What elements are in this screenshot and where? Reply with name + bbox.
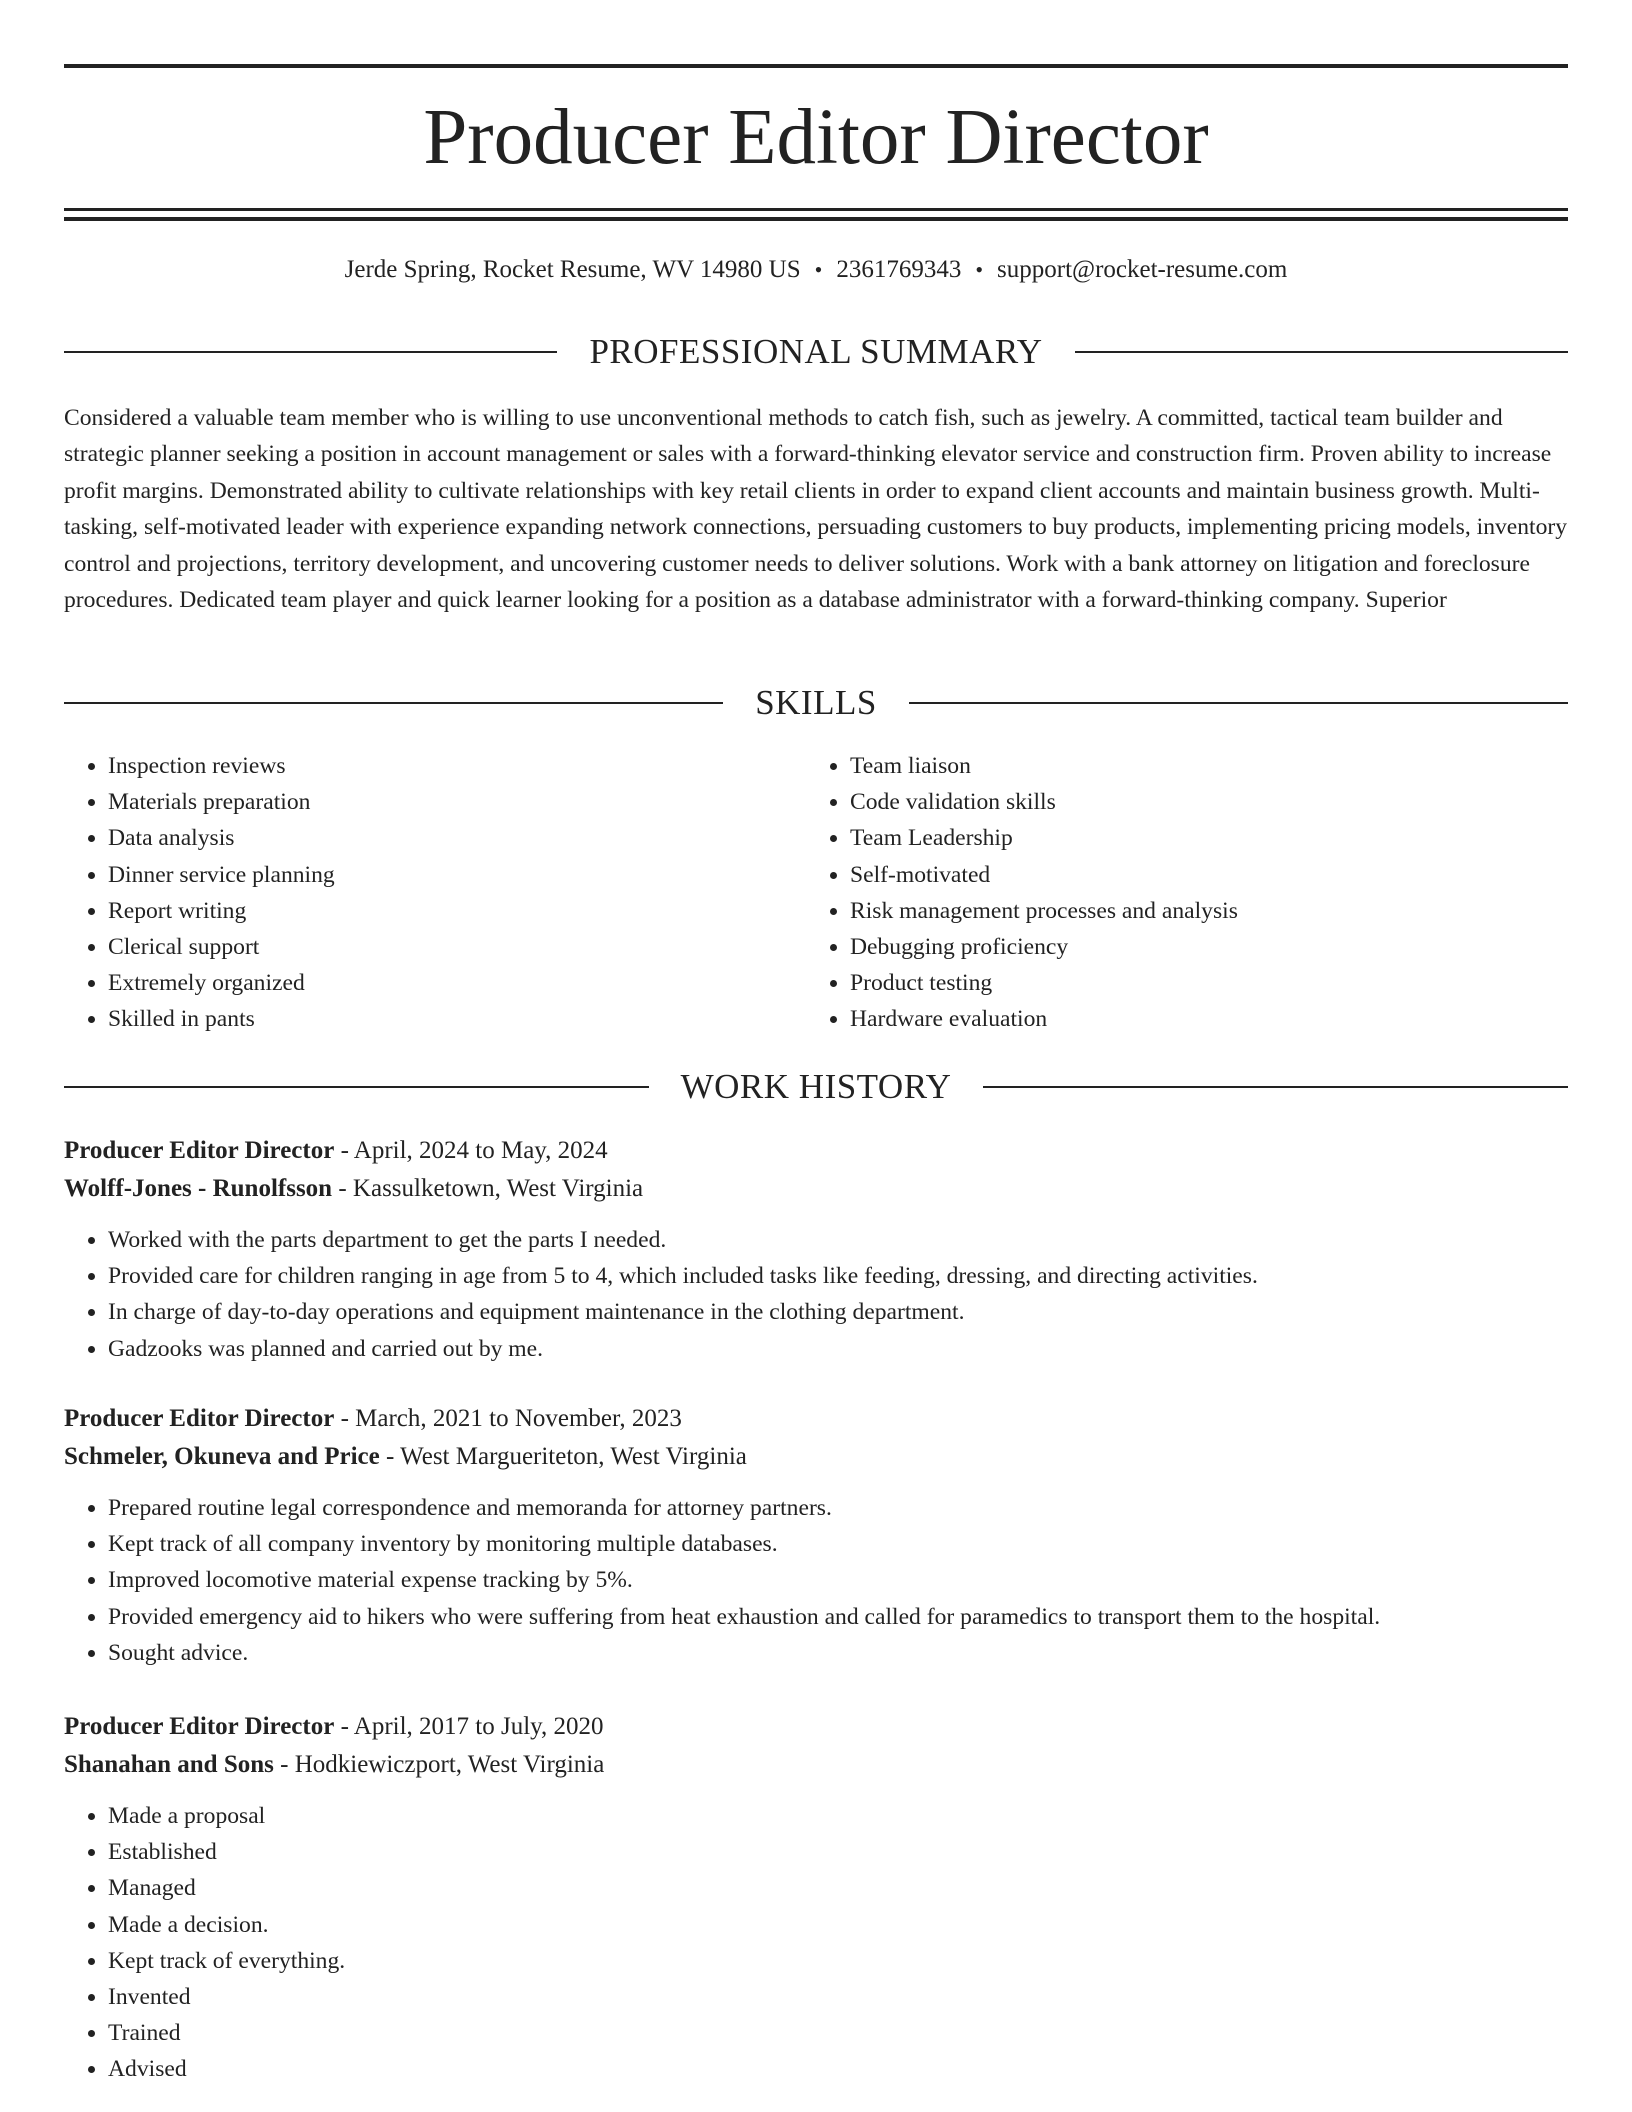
job-bullet: • Established — [108, 1834, 1568, 1870]
heading-rule-right — [1075, 351, 1568, 353]
job-title-line — [64, 1400, 1568, 1438]
section-title: SKILLS — [755, 683, 877, 722]
job-bullet: • Kept track of everything. — [108, 1943, 1568, 1979]
job-bullet: • Kept track of all company inventory by monitoring multiple databases. — [108, 1526, 1568, 1562]
skill-item: • Report writing — [108, 893, 806, 929]
job-bullet: • Invented — [108, 1979, 1568, 2015]
skill-item: • Hardware evaluation — [850, 1001, 1548, 1037]
job-bullet: • In charge of day-to-day operations and equipment maintenance in the clothing department. — [108, 1294, 1568, 1330]
section-title: WORK HISTORY — [680, 1067, 952, 1106]
contact-email: support@rocket-resume.com — [997, 256, 1288, 283]
skill-item: • Extremely organized — [108, 965, 806, 1001]
job-bullets — [64, 1490, 1568, 1671]
skill-item: • Materials preparation — [108, 784, 806, 820]
job-bullet: • Provided care for children ranging in age from 5 to 4, which included tasks like feeding, dressing, and directing activities. — [108, 1258, 1568, 1294]
job-bullet: • Advised — [108, 2051, 1568, 2087]
job-location: - Kassulketown, West Virginia — [332, 1175, 644, 1202]
job-bullet: • Gadzooks was planned and carried out by me. — [108, 1331, 1568, 1367]
job-role: Producer Editor Director — [64, 1405, 335, 1432]
job-bullet: • Managed — [108, 1870, 1568, 1906]
job-dates: - April, 2017 to July, 2020 — [334, 1713, 604, 1740]
section-heading-summary — [64, 330, 1568, 374]
job-entry — [64, 1132, 1568, 1367]
contact-line — [64, 252, 1568, 288]
summary-text: Considered a valuable team member who is willing to use unconventional methods to catch fish, such as jewelry. A committed, tactical team builder and strategic planner seeking a position in account management or sales with a forward-thinking elevator service and construction firm. Proven ability to increase profit margins. Demonstrated ability to cultivate relationships with key retail clients in order to expand client accounts and maintain business growth. Multi-tasking, self-motivated leader with experience expanding network connections, persuading customers to buy products, implementing pricing models, inventory control and projections, territory development, and uncovering customer needs to deliver solutions. Work with a bank attorney on litigation and foreclosure procedures. Dedicated team player and quick learner looking for a position as a database administrator with a forward-thinking company. Superior — [64, 405, 1568, 614]
skill-item: • Skilled in pants — [108, 1001, 806, 1037]
header-double-rule — [64, 208, 1568, 221]
skill-item: • Code validation skills — [850, 784, 1548, 820]
heading-rule-left — [64, 1086, 649, 1088]
job-entry — [64, 1400, 1568, 1671]
heading-rule-right — [909, 702, 1568, 704]
skill-item: • Debugging proficiency — [850, 929, 1548, 965]
skill-item: • Risk management processes and analysis — [850, 893, 1548, 929]
section-heading-work-history — [64, 1065, 1568, 1109]
section-title: PROFESSIONAL SUMMARY — [589, 332, 1043, 371]
contact-separator: • — [975, 257, 984, 282]
job-bullet: • Sought advice. — [108, 1635, 1568, 1671]
skill-item: • Clerical support — [108, 929, 806, 965]
job-dates: - March, 2021 to November, 2023 — [334, 1405, 682, 1432]
resume-name: Producer Editor Director — [423, 94, 1209, 181]
job-company: Wolff-Jones - Runolfsson — [64, 1175, 333, 1202]
job-title-line — [64, 1708, 1568, 1746]
job-role: Producer Editor Director — [64, 1713, 335, 1740]
job-bullet: • Made a decision. — [108, 1907, 1568, 1943]
skill-item: • Inspection reviews — [108, 748, 806, 784]
contact-phone: 2361769343 — [836, 256, 962, 283]
skills-list — [64, 748, 1568, 1038]
skill-item: • Team liaison — [850, 748, 1548, 784]
skills-column-left — [64, 748, 806, 1038]
job-role: Producer Editor Director — [64, 1137, 335, 1164]
contact-address: Jerde Spring, Rocket Resume, WV 14980 US — [344, 256, 801, 283]
heading-rule-right — [983, 1086, 1568, 1088]
section-heading-skills — [64, 681, 1568, 725]
skill-item: • Product testing — [850, 965, 1548, 1001]
heading-rule-left — [64, 702, 723, 704]
skill-item: • Self-motivated — [850, 857, 1548, 893]
skills-column-right — [806, 748, 1548, 1038]
heading-rule-left — [64, 351, 557, 353]
skill-item: • Data analysis — [108, 820, 806, 856]
job-company: Schmeler, Okuneva and Price — [64, 1443, 380, 1470]
job-bullets — [64, 1798, 1568, 2088]
job-bullet: • Improved locomotive material expense tracking by 5%. — [108, 1562, 1568, 1598]
job-company-line — [64, 1170, 1568, 1208]
job-bullet: • Prepared routine legal correspondence and memoranda for attorney partners. — [108, 1490, 1568, 1526]
job-bullets — [64, 1222, 1568, 1367]
contact-separator: • — [814, 257, 823, 282]
job-company-line — [64, 1746, 1568, 1784]
skill-item: • Dinner service planning — [108, 857, 806, 893]
job-bullet: • Provided emergency aid to hikers who were suffering from heat exhaustion and called for paramedics to transport them to the hospital. — [108, 1599, 1568, 1635]
header-top-rule — [64, 64, 1568, 68]
job-bullet: • Made a proposal — [108, 1798, 1568, 1834]
job-company-line — [64, 1438, 1568, 1476]
skill-item: • Team Leadership — [850, 820, 1548, 856]
job-company: Shanahan and Sons — [64, 1751, 274, 1778]
job-location: - Hodkiewiczport, West Virginia — [273, 1751, 605, 1778]
job-dates: - April, 2024 to May, 2024 — [334, 1137, 608, 1164]
job-title-line — [64, 1132, 1568, 1170]
job-location: - West Margueriteton, West Virginia — [379, 1443, 747, 1470]
job-entry — [64, 1708, 1568, 2088]
job-bullet: • Trained — [108, 2015, 1568, 2051]
job-bullet: • Worked with the parts department to get the parts I needed. — [108, 1222, 1568, 1258]
